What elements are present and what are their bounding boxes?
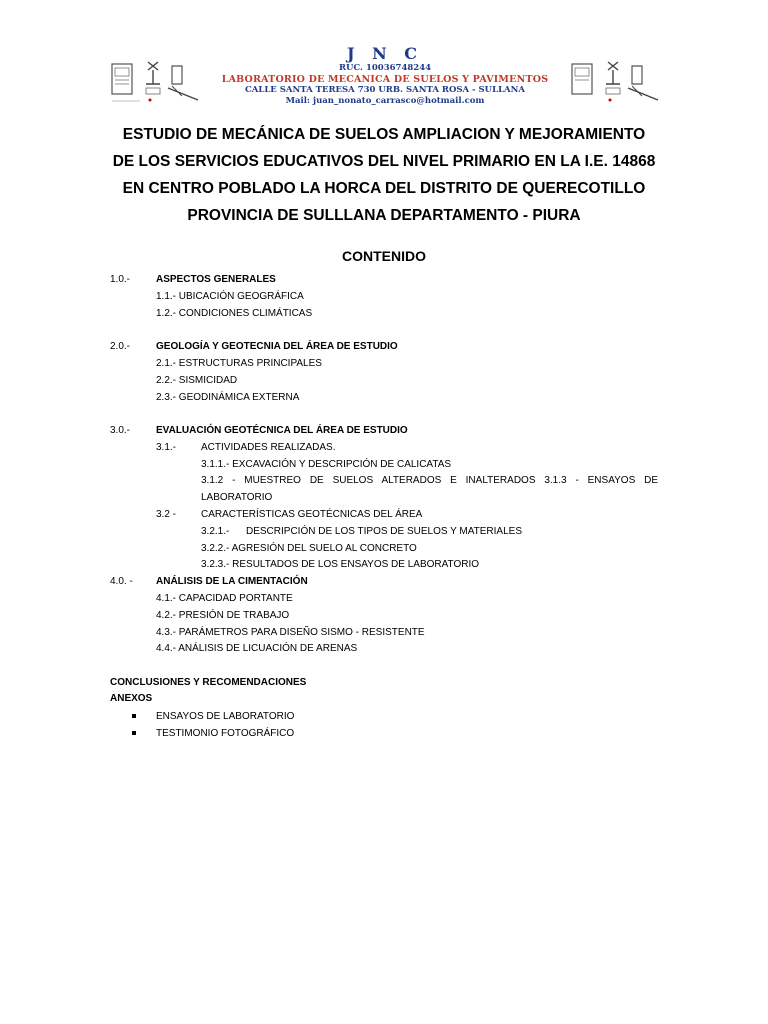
toc-subsection-title: CARACTERÍSTICAS GEOTÉCNICAS DEL ÁREA xyxy=(201,509,423,520)
company-ruc: RUC. 10036748244 xyxy=(338,63,432,73)
annex-item: TESTIMONIO FOTOGRÁFICO xyxy=(156,728,295,739)
toc-item: 4.4.- ANÁLISIS DE LICUACIÓN DE ARENAS xyxy=(156,643,358,654)
toc-item: 4.1.- CAPACIDAD PORTANTE xyxy=(156,593,293,604)
conclusions-heading: CONCLUSIONES Y RECOMENDACIONES xyxy=(110,677,307,688)
company-address: CALLE SANTA TERESA 730 URB. SANTA ROSA - SULLANA xyxy=(244,85,526,95)
toc-item: 2.1.- ESTRUCTURAS PRINCIPALES xyxy=(156,358,322,369)
company-lab: LABORATORIO DE MECANICA DE SUELOS Y PAVIMENTOS xyxy=(221,73,549,85)
toc-item: 2.3.- GEODINÁMICA EXTERNA xyxy=(156,392,300,403)
annexes-heading: ANEXOS xyxy=(110,693,153,704)
toc-number: 3.0.- xyxy=(110,425,131,436)
title-line: DE LOS SERVICIOS EDUCATIVOS DEL NIVEL PRIMARIO EN LA I.E. 14868 xyxy=(112,153,656,170)
document-title xyxy=(100,121,668,229)
lab-equipment-illustration xyxy=(110,54,200,104)
letterhead xyxy=(110,44,660,110)
bullet-icon xyxy=(132,731,136,735)
toc-section-title: EVALUACIÓN GEOTÉCNICA DEL ÁREA DE ESTUDIO xyxy=(156,425,408,436)
toc-item: LABORATORIO xyxy=(201,492,273,503)
toc-item: 3.1.1.- EXCAVACIÓN Y DESCRIPCIÓN DE CALICATAS xyxy=(201,459,452,470)
annex-item: ENSAYOS DE LABORATORIO xyxy=(156,711,295,722)
toc-subsection-title: ACTIVIDADES REALIZADAS. xyxy=(201,442,336,453)
contents-heading: CONTENIDO xyxy=(342,248,426,264)
bullet-icon xyxy=(132,714,136,718)
toc-item: 2.2.- SISMICIDAD xyxy=(156,375,238,386)
toc-item-number: 3.2.1.- xyxy=(201,526,230,537)
toc-item: 3.2.2.- AGRESIÓN DEL SUELO AL CONCRETO xyxy=(201,543,417,554)
toc-item: 1.1.- UBICACIÓN GEOGRÁFICA xyxy=(156,291,304,302)
lab-equipment-illustration xyxy=(570,54,660,104)
toc-number: 4.0. - xyxy=(110,576,133,587)
toc-item: 1.2.- CONDICIONES CLIMÁTICAS xyxy=(156,308,313,319)
title-line: EN CENTRO POBLADO LA HORCA DEL DISTRITO DE QUERECOTILLO xyxy=(122,180,646,197)
company-mail: Mail: juan_nonato_carrasco@hotmail.com xyxy=(285,95,485,106)
toc-item: DESCRIPCIÓN DE LOS TIPOS DE SUELOS Y MATERIALES xyxy=(246,526,523,537)
toc-section-title: ASPECTOS GENERALES xyxy=(156,274,276,285)
title-line: PROVINCIA DE SULLLANA DEPARTAMENTO - PIURA xyxy=(187,207,581,224)
toc-section-title: ANÁLISIS DE LA CIMENTACIÓN xyxy=(156,576,308,587)
toc-item: 3.1.2 - MUESTREO DE SUELOS ALTERADOS E INALTERADOS 3.1.3 - ENSAYOS DE xyxy=(201,475,658,486)
toc-item: 4.2.- PRESIÓN DE TRABAJO xyxy=(156,610,290,621)
title-line: ESTUDIO DE MECÁNICA DE SUELOS AMPLIACION Y MEJORAMIENTO xyxy=(122,126,646,143)
toc-subnumber: 3.2 - xyxy=(156,509,177,520)
toc-item: 3.2.3.- RESULTADOS DE LOS ENSAYOS DE LABORATORIO xyxy=(201,559,480,570)
company-name: J N C xyxy=(346,44,424,63)
toc-number: 1.0.- xyxy=(110,274,131,285)
toc-item: 4.3.- PARÁMETROS PARA DISEÑO SISMO - RESISTENTE xyxy=(156,627,425,638)
toc-section-title: GEOLOGÍA Y GEOTECNIA DEL ÁREA DE ESTUDIO xyxy=(156,341,398,352)
toc-subnumber: 3.1.- xyxy=(156,442,177,453)
toc-number: 2.0.- xyxy=(110,341,131,352)
